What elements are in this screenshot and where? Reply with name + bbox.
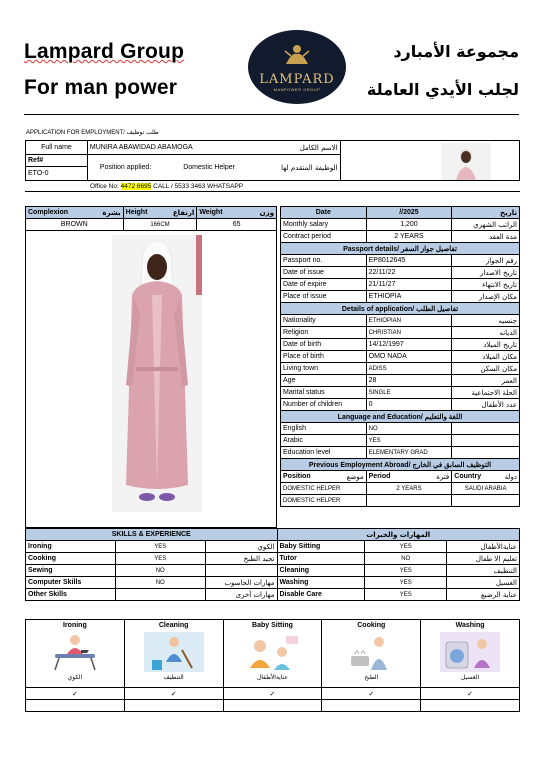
- passport-ar-1: تاريخ الاصدار: [452, 267, 520, 279]
- emp-position-0: DOMESTIC HELPER: [281, 483, 367, 495]
- details-label-1: Religion: [281, 327, 367, 339]
- details-ar-3: مكان الميلاد: [452, 351, 520, 363]
- skill-card-blank-1: [124, 700, 223, 712]
- date-value: //2025: [366, 207, 452, 219]
- language-value-0: NO: [366, 423, 452, 435]
- passport-label-0: Passport no.: [281, 255, 367, 267]
- weight-header: [197, 207, 277, 219]
- skill-card-cooking: [322, 620, 421, 688]
- details-value-3: OMO NADA: [366, 351, 452, 363]
- header-divider: [24, 114, 519, 115]
- skill-left-value-2: NO: [115, 565, 205, 577]
- details-label-2: Date of birth: [281, 339, 367, 351]
- emp-country-1: [452, 495, 520, 507]
- office-number-highlight: 4472 6695: [120, 183, 152, 190]
- skill-right-ar-2: التنظيف: [447, 565, 520, 577]
- babysitting-icon: [242, 632, 302, 672]
- language-value-2: ELEMENTARY GRAD: [366, 447, 452, 459]
- logo-text: LAMPARD: [259, 72, 335, 87]
- skill-card-blank-0: [26, 700, 125, 712]
- skill-left-value-4: [115, 589, 205, 601]
- skill-right-label-0: Baby Sitting: [277, 541, 365, 553]
- skill-card-blank-3: [322, 700, 421, 712]
- application-title-ar: طلب توظيف: [126, 129, 159, 136]
- details-label-7: Number of children: [281, 399, 367, 411]
- period-label: Contract period: [281, 231, 367, 243]
- details-ar-1: الديانه: [452, 327, 520, 339]
- skill-right-label-4: Disable Care: [277, 589, 365, 601]
- skills-title-ar: المهارات والخبرات: [277, 529, 520, 541]
- skill-card-caption-0: الكوي: [67, 674, 83, 681]
- application-header-table: [25, 140, 520, 181]
- emp-country-label: Country: [454, 472, 482, 480]
- weight-label: Weight: [199, 208, 223, 216]
- height-header: [123, 207, 197, 219]
- skill-left-ar-3: مهارات الحاسوب: [205, 577, 277, 589]
- height-label: Height: [125, 208, 148, 216]
- details-value-2: 14/12/1997: [366, 339, 452, 351]
- passport-value-1: 22/11/22: [366, 267, 452, 279]
- company-name-ar: مجموعة الأمبارد: [393, 42, 519, 61]
- complexion-header: [26, 207, 124, 219]
- language-label-1: Arabic: [281, 435, 367, 447]
- details-ar-0: جنسيه: [452, 315, 520, 327]
- passport-ar-2: تاريخ الانتهاء: [452, 279, 520, 291]
- application-title-en: APPLICATION FOR EMPLOYMENT/: [26, 130, 125, 136]
- application-table-bottom: [25, 191, 520, 192]
- details-label-3: Place of birth: [281, 351, 367, 363]
- skill-left-ar-1: تجيد الطبخ: [205, 553, 277, 565]
- salary-label: Monthly salary: [281, 219, 367, 231]
- skill-card-washing: [421, 620, 520, 688]
- language-blank-1: [452, 435, 520, 447]
- complexion-label: Complexion: [28, 208, 69, 216]
- skill-card-check-4: ✓: [421, 688, 520, 700]
- details-ar-5: العمر: [452, 375, 520, 387]
- skill-right-value-0: YES: [365, 541, 447, 553]
- washing-icon: [440, 632, 500, 672]
- skill-cards-table: [25, 619, 520, 712]
- complexion-value: BROWN: [26, 219, 124, 231]
- company-logo: [248, 30, 346, 104]
- skill-card-check-0: ✓: [26, 688, 125, 700]
- emp-period-1: [366, 495, 452, 507]
- salary-ar: الراتب الشهري: [452, 219, 520, 231]
- skill-card-ironing: [26, 620, 125, 688]
- position-value: Domestic Helper: [183, 163, 235, 171]
- skill-right-value-4: YES: [365, 589, 447, 601]
- passport-ar-3: مكان الإصدار: [452, 291, 520, 303]
- cooking-icon: [347, 632, 395, 672]
- skill-card-caption-3: الطبخ: [364, 674, 379, 681]
- salary-value: 1,200: [366, 219, 452, 231]
- emp-period-label: Period: [368, 472, 391, 480]
- skill-left-label-3: Computer Skills: [26, 577, 116, 589]
- photo-cell: [340, 141, 519, 181]
- skill-card-check-2: ✓: [223, 688, 322, 700]
- passport-section-title: Passport details/ تفاصيل جواز السفر: [281, 243, 520, 255]
- passport-ar-0: رقم الجواز: [452, 255, 520, 267]
- skill-card-caption-2: عنايةالأطفال: [256, 674, 289, 681]
- office-contact: [90, 183, 243, 190]
- skill-left-value-1: YES: [115, 553, 205, 565]
- complexion-ar: بشرة: [102, 208, 121, 217]
- ironing-icon: [51, 632, 99, 672]
- details-value-1: CHRISTIAN: [366, 327, 452, 339]
- position-cell: [87, 155, 340, 181]
- height-ar: ارتفاع: [172, 208, 195, 217]
- skill-left-ar-4: مهارات أخرى: [205, 589, 277, 601]
- language-blank-0: [452, 423, 520, 435]
- ref-label: Ref#: [26, 155, 88, 167]
- skill-left-value-3: NO: [115, 577, 205, 589]
- skill-right-label-3: Washing: [277, 577, 365, 589]
- height-value: 166CM: [123, 219, 197, 231]
- period-ar: مدة العقد: [452, 231, 520, 243]
- emp-country-header: [452, 471, 520, 483]
- emp-position-label: Position: [283, 472, 311, 480]
- emp-period-header: [366, 471, 452, 483]
- skill-left-label-0: Ironing: [26, 541, 116, 553]
- skill-right-ar-3: الغسيل: [447, 577, 520, 589]
- passport-value-2: 21/11/27: [366, 279, 452, 291]
- details-label-4: Living town: [281, 363, 367, 375]
- date-ar: تاريخ: [452, 207, 520, 219]
- office-prefix: Office No:: [90, 183, 119, 190]
- date-label: Date: [281, 207, 367, 219]
- skill-left-value-0: YES: [115, 541, 205, 553]
- details-value-0: ETHIOPIAN: [366, 315, 452, 327]
- skill-card-title-1: Cleaning: [158, 622, 189, 629]
- emp-position-header: [281, 471, 367, 483]
- details-label-6: Marital status: [281, 387, 367, 399]
- full-name-ar: الاسم الكامل: [299, 143, 338, 152]
- skills-title-en: SKILLS & EXPERIENCE: [26, 529, 278, 541]
- logo-figure-icon: [282, 42, 312, 66]
- skill-card-cleaning: [124, 620, 223, 688]
- employment-section-title: Previous Employment Abroad/ التوظيف السابق في الخارج: [281, 459, 520, 471]
- details-value-7: 0: [366, 399, 452, 411]
- emp-country-0: SAUDI ARABIA: [452, 483, 520, 495]
- cleaning-icon: [144, 632, 204, 672]
- skill-card-title-4: Washing: [455, 622, 485, 629]
- skill-card-caption-1: التنظيف: [163, 674, 184, 681]
- full-name-cell: [87, 141, 340, 155]
- skill-left-ar-0: الكوي: [205, 541, 277, 553]
- skill-card-blank-2: [223, 700, 322, 712]
- emp-position-ar: موضع: [346, 472, 364, 481]
- details-label-0: Nationality: [281, 315, 367, 327]
- company-name-en: Lampard Group: [24, 40, 185, 63]
- language-section-title: Language and Education/ اللغة والتعليم: [281, 411, 520, 423]
- full-photo-frame: [25, 231, 277, 528]
- office-suffix: CALL / 5533 3463 WHATSAPP: [151, 183, 244, 190]
- emp-country-ar: دولة: [504, 472, 517, 481]
- full-name-label: Full name: [26, 141, 88, 155]
- skills-table: [25, 528, 520, 601]
- skill-card-babysitting: [223, 620, 322, 688]
- passport-label-1: Date of issue: [281, 267, 367, 279]
- details-value-4: ADISS: [366, 363, 452, 375]
- skill-right-label-1: Tutor: [277, 553, 365, 565]
- language-value-1: YES: [366, 435, 452, 447]
- details-value-6: SINGLE: [366, 387, 452, 399]
- position-ar: الوظيفة المتقدم لها: [281, 163, 338, 172]
- skill-right-value-3: YES: [365, 577, 447, 589]
- contract-table: [280, 206, 520, 507]
- emp-period-0: 2 YEARS: [366, 483, 452, 495]
- skill-card-title-0: Ironing: [63, 622, 87, 629]
- skill-right-value-1: NO: [365, 553, 447, 565]
- skill-right-ar-1: تعليم الا طفال: [447, 553, 520, 565]
- period-value: 2 YEARS: [366, 231, 452, 243]
- language-blank-2: [452, 447, 520, 459]
- emp-period-ar: فترة: [436, 472, 450, 481]
- skill-right-value-2: YES: [365, 565, 447, 577]
- application-title: [26, 129, 159, 136]
- skill-right-ar-4: عناية الرضيع: [447, 589, 520, 601]
- details-ar-7: عدد الأطفال: [452, 399, 520, 411]
- skill-card-check-1: ✓: [124, 688, 223, 700]
- skill-right-ar-0: عنايةالأطفال: [447, 541, 520, 553]
- skill-card-check-3: ✓: [322, 688, 421, 700]
- eto-label: ETO-0: [26, 167, 88, 181]
- language-label-2: Education level: [281, 447, 367, 459]
- weight-ar: وزن: [259, 208, 274, 217]
- portrait-photo: [441, 143, 491, 181]
- passport-label-3: Place of issue: [281, 291, 367, 303]
- passport-value-0: EP8012645: [366, 255, 452, 267]
- language-label-0: English: [281, 423, 367, 435]
- passport-label-2: Date of expire: [281, 279, 367, 291]
- skill-left-label-1: Cooking: [26, 553, 116, 565]
- passport-value-3: ETHIOPIA: [366, 291, 452, 303]
- details-section-title: Details of application/ تفاصيل الطلب: [281, 303, 520, 315]
- skill-card-caption-4: الغسيل: [461, 674, 480, 681]
- physical-table: [25, 206, 277, 231]
- details-value-5: 28: [366, 375, 452, 387]
- company-tagline-en: For man power: [24, 76, 178, 99]
- weight-value: 65: [197, 219, 277, 231]
- logo-subtext: MANPOWER GROUP: [273, 87, 321, 92]
- skill-card-blank-4: [421, 700, 520, 712]
- skill-card-title-3: Cooking: [357, 622, 386, 629]
- skill-left-label-4: Other Skills: [26, 589, 116, 601]
- full-name-value: MUNIRA ABAWIDAD ABAMOGA: [89, 143, 193, 151]
- details-ar-4: مكان السكن: [452, 363, 520, 375]
- emp-position-1: DOMESTIC HELPER: [281, 495, 367, 507]
- details-ar-6: الحلة الاجتماعية: [452, 387, 520, 399]
- details-label-5: Age: [281, 375, 367, 387]
- details-ar-2: تاريخ الميلاد: [452, 339, 520, 351]
- skill-card-title-2: Baby Sitting: [252, 622, 293, 629]
- company-tagline-ar: لجلب الأيدي العاملة: [366, 80, 519, 99]
- skill-right-label-2: Cleaning: [277, 565, 365, 577]
- full-body-photo: [112, 235, 202, 512]
- position-label: Position applied:: [99, 163, 152, 171]
- skill-left-ar-2: [205, 565, 277, 577]
- skill-left-label-2: Sewing: [26, 565, 116, 577]
